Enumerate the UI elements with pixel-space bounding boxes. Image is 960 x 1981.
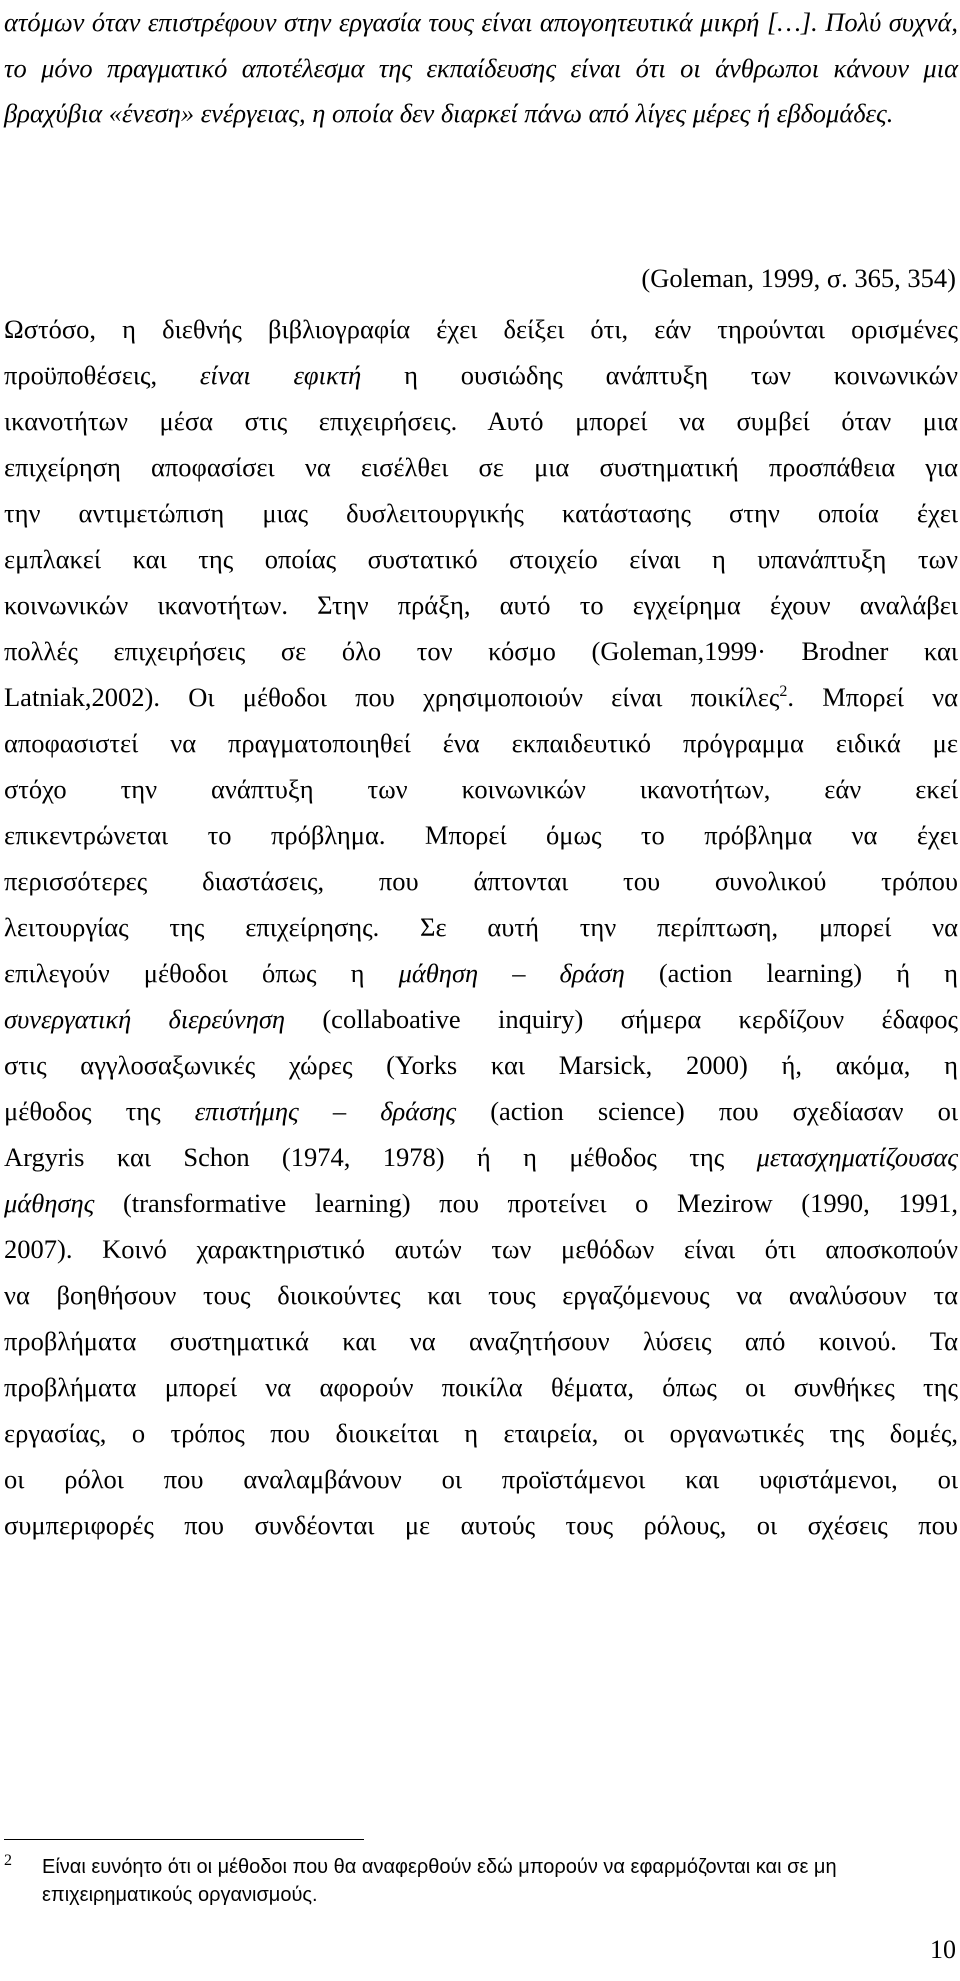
body-line: συνεργατική διερεύνηση (collaboative inquiry) σήμερα κερδίζουν έδαφος	[4, 1004, 958, 1034]
body-line: προβλήματα συστηματικά και να αναζητήσουν λύσεις από κοινού. Τα	[4, 1326, 958, 1356]
emphasis-text: είναι εφικτή	[199, 360, 362, 390]
body-line: επικεντρώνεται το πρόβλημα. Μπορεί όμως το πρόβλημα να έχει	[4, 820, 958, 850]
footnote-separator	[4, 1839, 364, 1840]
emphasis-text: συνεργατική διερεύνηση	[4, 1004, 286, 1034]
body-line: ικανοτήτων μέσα στις επιχειρήσεις. Αυτό μπορεί να συμβεί όταν μια	[4, 406, 958, 436]
body-line: Ωστόσο, η διεθνής βιβλιογραφία έχει δείξει ότι, εάν τηρούνται ορισμένες	[4, 314, 958, 344]
footnote-marker[interactable]: 2	[779, 683, 788, 701]
page-number: 10	[930, 1935, 956, 1964]
body-line: πολλές επιχειρήσεις σε όλο τον κόσμο (Goleman,1999· Brodner και	[4, 636, 958, 666]
footnote	[4, 1853, 958, 1909]
body-line: στις αγγλοσαξωνικές χώρες (Yorks και Marsick, 2000) ή, ακόμα, η	[4, 1050, 958, 1080]
body-line: οι ρόλοι που αναλαμβάνουν οι προϊστάμενοι και υφιστάμενοι, οι	[4, 1464, 958, 1494]
body-line: 2007). Κοινό χαρακτηριστικό αυτών των μεθόδων είναι ότι αποσκοπούν	[4, 1234, 958, 1264]
body-line: την αντιμετώπιση μιας δυσλειτουργικής κατάστασης στην οποία έχει	[4, 498, 958, 528]
footnote-text: Είναι ευνόητο ότι οι μέθοδοι που θα αναφερθούν εδώ μπορούν να εφαρμόζονται και σε μη επιχειρηματικούς οργανισμούς.	[42, 1856, 837, 1906]
body-line: να βοηθήσουν τους διοικούντες και τους εργαζόμενους να αναλύσουν τα	[4, 1280, 958, 1310]
body-line: κοινωνικών ικανοτήτων. Στην πράξη, αυτό το εγχείρημα έχουν αναλάβει	[4, 590, 958, 620]
emphasis-text: μετασχηματίζουσας	[756, 1142, 958, 1172]
body-line: αποφασιστεί να πραγματοποιηθεί ένα εκπαιδευτικό πρόγραμμα ειδικά με	[4, 728, 958, 758]
quote-citation: (Goleman, 1999, σ. 365, 354)	[641, 263, 956, 293]
body-line: επιλεγούν μέθοδοι όπως η μάθηση – δράση (action learning) ή η	[4, 958, 958, 988]
body-line: συμπεριφορές που συνδέονται με αυτούς τους ρόλους, οι σχέσεις που	[4, 1510, 958, 1540]
body-line: μάθησης (transformative learning) που προτείνει ο Mezirow (1990, 1991,	[4, 1188, 958, 1218]
emphasis-text: επιστήμης – δράσης	[194, 1096, 457, 1126]
body-line: λειτουργίας της επιχείρησης. Σε αυτή την περίπτωση, μπορεί να	[4, 912, 958, 942]
body-line: επιχείρηση αποφασίσει να εισέλθει σε μια συστηματική προσπάθεια για	[4, 452, 958, 482]
body-line: στόχο την ανάπτυξη των κοινωνικών ικανοτήτων, εάν εκεί	[4, 774, 958, 804]
body-line: μέθοδος της επιστήμης – δράσης (action science) που σχεδίασαν οι	[4, 1096, 958, 1126]
footnote-number: 2	[4, 1852, 12, 1869]
body-line: εργασίας, ο τρόπος που διοικείται η εταιρεία, οι οργανωτικές της δομές,	[4, 1418, 958, 1448]
body-line: εμπλακεί και της οποίας συστατικό στοιχείο είναι η υπανάπτυξη των	[4, 544, 958, 574]
body-line: προβλήματα μπορεί να αφορούν ποικίλα θέματα, όπως οι συνθήκες της	[4, 1372, 958, 1402]
emphasis-text: μάθησης	[4, 1188, 95, 1218]
emphasis-text: μάθηση – δράση	[398, 958, 625, 988]
block-quote: ατόμων όταν επιστρέφουν στην εργασία τους είναι απογοητευτικά μικρή […]. Πολύ συχνά, το μόνο πραγματικό αποτέλεσμα της εκπαίδευσης είναι ότι οι άνθρωποι κάνουν μια βραχύβια «ένεση» ενέργειας, η οποία δεν διαρκεί πάνω από λίγες μέρες ή εβδομάδες.	[4, 7, 958, 129]
body-line: Latniak,2002). Οι μέθοδοι που χρησιμοποιούν είναι ποικίλες$^2$. Μπορεί να	[4, 682, 959, 712]
body-line: Argyris και Schon (1974, 1978) ή η μέθοδος της μετασχηματίζουσας	[4, 1142, 958, 1172]
body-line: περισσότερες διαστάσεις, που άπτονται του συνολικού τρόπου	[4, 866, 958, 896]
body-line: προϋποθέσεις, είναι εφικτή η ουσιώδης ανάπτυξη των κοινωνικών	[4, 360, 958, 390]
